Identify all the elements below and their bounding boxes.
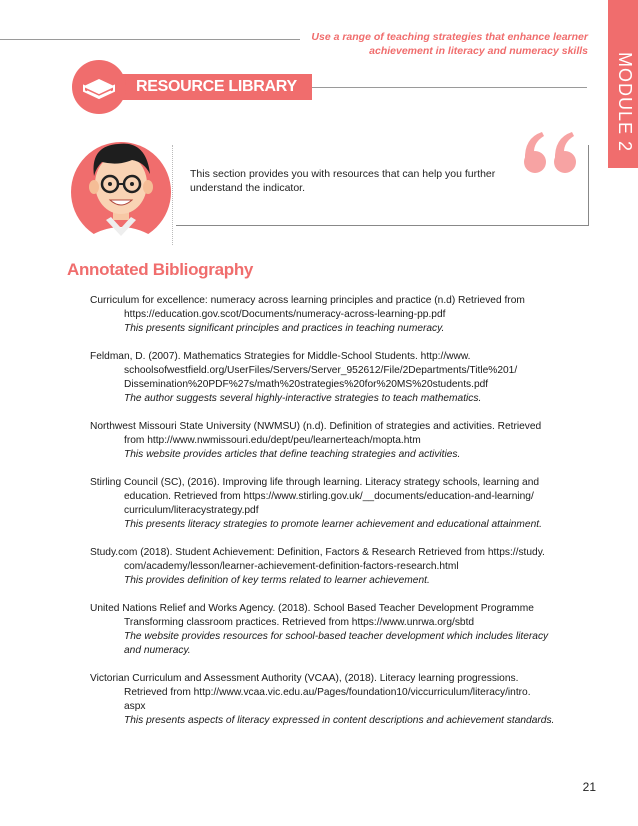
bibliography-entry <box>90 476 590 532</box>
quote-icon <box>520 128 584 183</box>
bibliography-entry <box>90 546 590 588</box>
banner-rule <box>312 87 587 88</box>
page-number: 21 <box>582 780 596 794</box>
entry-line: Stirling Council (SC), (2016). Improving life through learning. Literacy strategy schools, learning and <box>90 477 540 488</box>
entry-line: Study.com (2018). Student Achievement: Definition, Factors & Research Retrieved from https://study. <box>90 547 545 558</box>
intro-line1: This section provides you with resources that can help you further <box>190 168 496 180</box>
entry-line: Northwest Missouri State University (NWMSU) (n.d). Definition of strategies and activities. Retrieved <box>90 421 542 432</box>
entry-line: aspx <box>124 701 146 712</box>
bibliography-entry <box>90 602 590 658</box>
entry-line: Retrieved from http://www.vcaa.vic.edu.au/Pages/foundation10/viccurriculum/literacy/intro. <box>124 687 531 698</box>
banner-title: RESOURCE LIBRARY <box>136 78 297 95</box>
entry-line: Dissemination%20PDF%27s/math%20strategies%20for%20MS%20students.pdf <box>124 379 489 390</box>
entry-annotation-cont: and numeracy. <box>124 645 191 656</box>
intro-text <box>190 167 520 195</box>
entry-annotation: This presents significant principles and practices in teaching numeracy. <box>124 323 445 334</box>
bibliography-heading: Annotated Bibliography <box>67 260 254 279</box>
resource-library-banner <box>72 72 312 102</box>
entry-line: schoolsofwestfield.org/UserFiles/Servers/Server_952612/File/2Departments/Title%201/ <box>124 365 518 376</box>
module-tab <box>608 0 638 168</box>
header-subtitle-line1: Use a range of teaching strategies that enhance learner <box>311 31 588 43</box>
bibliography-entry <box>90 350 590 406</box>
speech-divider <box>172 145 173 245</box>
entry-annotation: This presents literacy strategies to promote learner achievement and educational attainment. <box>124 519 542 530</box>
entry-line: Feldman, D. (2007). Mathematics Strategies for Middle-School Students. http://www. <box>90 351 471 362</box>
bibliography-entry <box>90 420 590 462</box>
entry-annotation: The website provides resources for school-based teacher development which includes literacy <box>124 631 549 642</box>
entry-line: com/academy/lesson/learner-achievement-definition-factors-research.html <box>124 561 459 572</box>
entry-line: from http://www.nwmissouri.edu/dept/peu/learnerteach/mopta.htm <box>124 435 421 446</box>
header-rule <box>0 39 300 40</box>
book-icon <box>72 60 126 114</box>
bibliography-entry <box>90 294 590 336</box>
entry-line: Transforming classroom practices. Retrieved from https://www.unrwa.org/sbtd <box>124 617 475 628</box>
entry-line: curriculum/literacystrategy.pdf <box>124 505 259 516</box>
header-subtitle <box>258 30 588 58</box>
entry-line: Curriculum for excellence: numeracy across learning principles and practice (n.d) Retrieved from <box>90 295 525 306</box>
entry-line: Victorian Curriculum and Assessment Authority (VCAA), (2018). Literacy learning progressions. <box>90 673 519 684</box>
entry-line: https://education.gov.scot/Documents/numeracy-across-learning-pp.pdf <box>124 309 446 320</box>
teacher-avatar <box>66 124 176 249</box>
bibliography-entry <box>90 672 590 728</box>
entry-line: education. Retrieved from https://www.stirling.gov.uk/__documents/education-and-learning/ <box>124 491 534 502</box>
intro-line2: understand the indicator. <box>190 182 305 194</box>
bibliography-list <box>90 294 590 742</box>
entry-line: United Nations Relief and Works Agency. (2018). School Based Teacher Development Programme <box>90 603 534 614</box>
entry-annotation: This provides definition of key terms related to learner achievement. <box>124 575 430 586</box>
header-subtitle-line2: achievement in literacy and numeracy skills <box>369 45 588 57</box>
entry-annotation: This website provides articles that define teaching strategies and activities. <box>124 449 461 460</box>
entry-annotation: This presents aspects of literacy expressed in content descriptions and achievement standards. <box>124 715 555 726</box>
entry-annotation: The author suggests several highly-interactive strategies to teach mathematics. <box>124 393 482 404</box>
module-label: MODULE 2 <box>615 52 635 153</box>
